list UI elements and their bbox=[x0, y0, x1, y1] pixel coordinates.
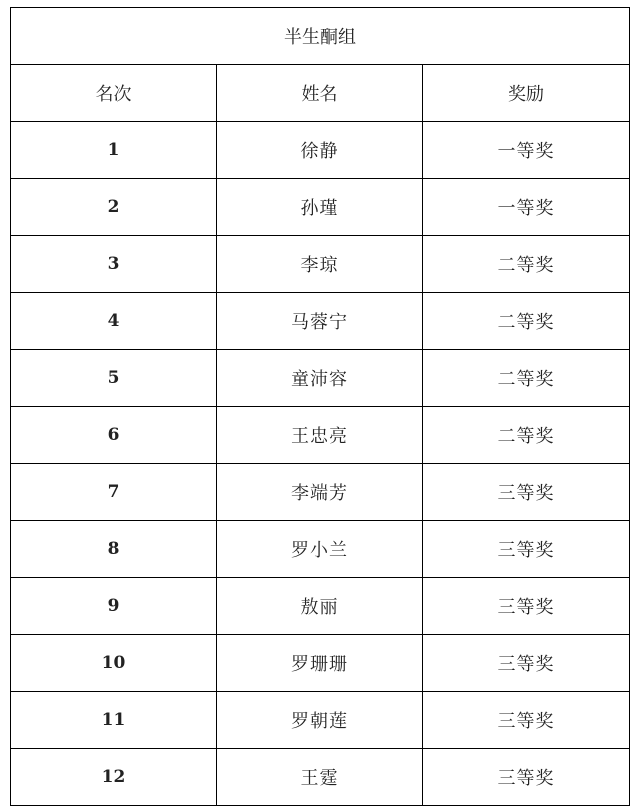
rank-cell: 6 bbox=[11, 407, 217, 464]
rank-cell: 1 bbox=[11, 122, 217, 179]
table-header-row bbox=[11, 65, 630, 122]
rank-cell: 4 bbox=[11, 293, 217, 350]
award-table bbox=[10, 7, 630, 806]
rank-cell: 10 bbox=[11, 635, 217, 692]
header-rank: 名次 bbox=[11, 65, 217, 122]
name-cell: 孙瑾 bbox=[217, 179, 423, 236]
rank-cell: 3 bbox=[11, 236, 217, 293]
name-cell: 童沛容 bbox=[217, 350, 423, 407]
name-cell: 罗珊珊 bbox=[217, 635, 423, 692]
rank-cell: 5 bbox=[11, 350, 217, 407]
table-row bbox=[11, 464, 630, 521]
award-cell: 二等奖 bbox=[423, 407, 630, 464]
award-cell: 三等奖 bbox=[423, 578, 630, 635]
name-cell: 王霆 bbox=[217, 749, 423, 806]
table-row bbox=[11, 635, 630, 692]
award-cell: 二等奖 bbox=[423, 293, 630, 350]
name-cell: 敖丽 bbox=[217, 578, 423, 635]
rank-cell: 12 bbox=[11, 749, 217, 806]
rank-cell: 7 bbox=[11, 464, 217, 521]
rank-cell: 11 bbox=[11, 692, 217, 749]
award-cell: 三等奖 bbox=[423, 635, 630, 692]
award-cell: 三等奖 bbox=[423, 521, 630, 578]
rank-cell: 9 bbox=[11, 578, 217, 635]
table-row bbox=[11, 578, 630, 635]
name-cell: 罗小兰 bbox=[217, 521, 423, 578]
table-row bbox=[11, 122, 630, 179]
rank-cell: 8 bbox=[11, 521, 217, 578]
table-row bbox=[11, 293, 630, 350]
rank-cell: 2 bbox=[11, 179, 217, 236]
table-row bbox=[11, 407, 630, 464]
name-cell: 徐静 bbox=[217, 122, 423, 179]
name-cell: 李端芳 bbox=[217, 464, 423, 521]
name-cell: 马蓉宁 bbox=[217, 293, 423, 350]
award-cell: 三等奖 bbox=[423, 749, 630, 806]
table-row bbox=[11, 179, 630, 236]
header-name: 姓名 bbox=[217, 65, 423, 122]
table-row bbox=[11, 692, 630, 749]
name-cell: 罗朝莲 bbox=[217, 692, 423, 749]
table-row bbox=[11, 236, 630, 293]
name-cell: 王忠亮 bbox=[217, 407, 423, 464]
table-title-row bbox=[11, 8, 630, 65]
award-cell: 一等奖 bbox=[423, 179, 630, 236]
award-cell: 二等奖 bbox=[423, 236, 630, 293]
table-row bbox=[11, 521, 630, 578]
table-row bbox=[11, 350, 630, 407]
table-title: 半生酮组 bbox=[11, 8, 630, 65]
name-cell: 李琼 bbox=[217, 236, 423, 293]
header-award: 奖励 bbox=[423, 65, 630, 122]
award-cell: 二等奖 bbox=[423, 350, 630, 407]
award-cell: 一等奖 bbox=[423, 122, 630, 179]
award-cell: 三等奖 bbox=[423, 464, 630, 521]
award-table-body bbox=[11, 8, 630, 806]
award-cell: 三等奖 bbox=[423, 692, 630, 749]
table-row bbox=[11, 749, 630, 806]
